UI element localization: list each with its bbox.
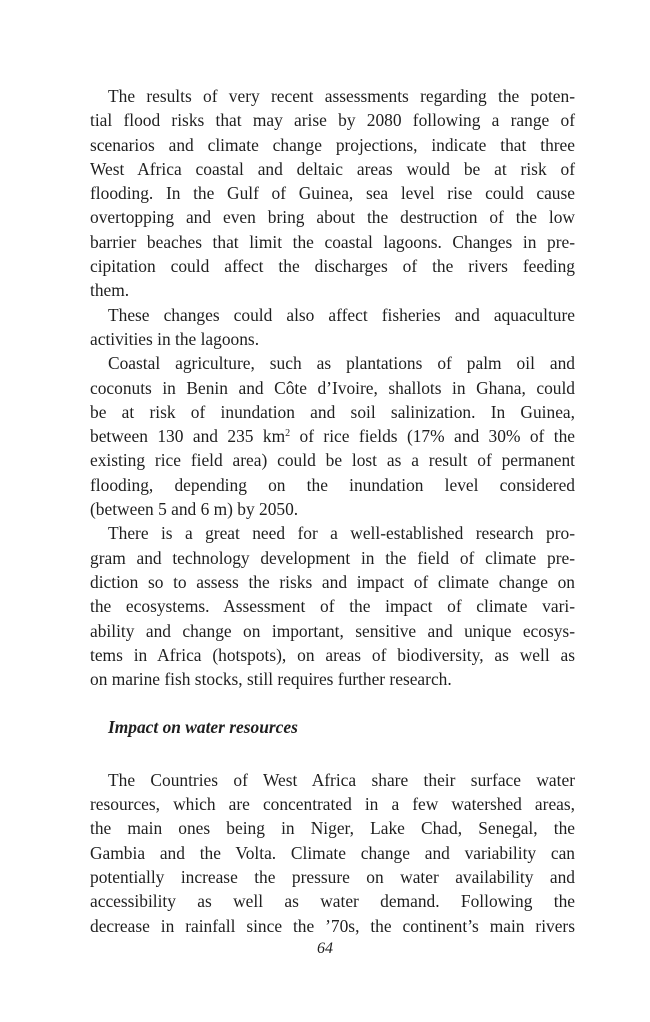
text-line: The results of very recent assessments regarding the poten- <box>108 86 575 106</box>
text-line: activities in the lagoons. <box>90 328 260 349</box>
text-line: resources, which are concentrated in a few watershed areas, <box>90 794 575 815</box>
text-line: the main ones being in Niger, Lake Chad, Senegal, the <box>90 818 575 839</box>
text-line: These changes could also affect fisheries and aquaculture <box>108 304 575 325</box>
text-line: decrease in rainfall since the ’70s, the continent’s main rivers <box>90 915 575 936</box>
text-line: the ecosystems. Assessment of the impact of climate vari- <box>90 596 575 617</box>
text-line: flooding. In the Gulf of Guinea, sea level rise could cause <box>90 183 575 204</box>
superscript: 2 <box>285 428 291 440</box>
spacer <box>90 740 575 768</box>
text-segment: of rice fields (17% and 30% of the <box>290 426 575 447</box>
page-body <box>90 84 575 938</box>
text-line: ability and change on important, sensitive and unique ecosys- <box>90 620 575 641</box>
paragraph <box>90 521 575 691</box>
text-segment: between 130 and 235 km <box>90 426 286 447</box>
text-line: cipitation could affect the discharges of the rivers feeding <box>90 256 575 277</box>
text-line: diction so to assess the risks and impact of climate change on <box>90 571 575 592</box>
paragraph <box>90 303 575 352</box>
paragraph <box>90 84 575 303</box>
text-line: gram and technology development in the field of climate pre- <box>90 547 575 568</box>
text-line: existing rice field area) could be lost as a result of permanent <box>90 450 575 471</box>
text-line: be at risk of inundation and soil salinization. In Guinea, <box>90 401 575 422</box>
text-line: (between 5 and 6 m) by 2050. <box>90 499 299 520</box>
text-line: There is a great need for a well-established research pro- <box>108 523 575 544</box>
paragraph <box>90 768 575 938</box>
text-line: scenarios and climate change projections, indicate that three <box>90 134 575 155</box>
paragraph <box>90 351 575 521</box>
text-line: barrier beaches that limit the coastal lagoons. Changes in pre- <box>90 231 575 252</box>
text-line: coconuts in Benin and Côte d’Ivoire, shallots in Ghana, could <box>90 377 575 398</box>
text-line: overtopping and even bring about the destruction of the low <box>90 207 575 228</box>
text-line: accessibility as well as water demand. Following the <box>90 891 575 912</box>
spacer <box>90 691 575 715</box>
section-heading: Impact on water resources <box>108 717 298 738</box>
text-line: tial flood risks that may arise by 2080 following a range of <box>90 110 575 131</box>
text-line: flooding, depending on the inundation level considered <box>90 474 575 495</box>
text-line: Gambia and the Volta. Climate change and variability can <box>90 842 575 863</box>
text-line: them. <box>90 280 130 301</box>
text-line: on marine fish stocks, still requires further research. <box>90 669 452 690</box>
text-line: tems in Africa (hotspots), on areas of biodiversity, as well as <box>90 644 575 665</box>
page-number: 64 <box>317 940 333 957</box>
text-line: potentially increase the pressure on water availability and <box>90 866 575 887</box>
text-line-with-superscript <box>90 424 575 448</box>
text-line: The Countries of West Africa share their surface water <box>108 769 575 790</box>
text-line: Coastal agriculture, such as plantations of palm oil and <box>108 353 575 374</box>
text-line: West Africa coastal and deltaic areas would be at risk of <box>90 158 575 179</box>
